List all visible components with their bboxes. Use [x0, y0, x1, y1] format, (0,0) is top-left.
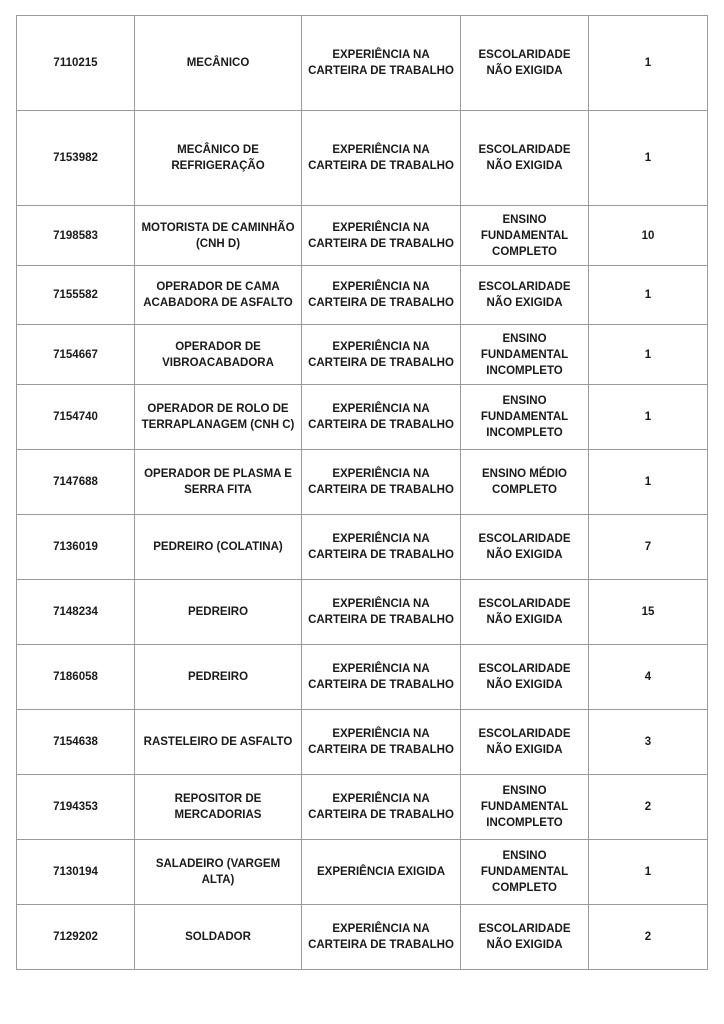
job-code-cell: 7136019: [17, 515, 135, 580]
education-requirement-cell: ESCOLARIDADE NÃO EXIGIDA: [461, 111, 589, 206]
experience-requirement-cell: EXPERIÊNCIA NA CARTEIRA DE TRABALHO: [302, 645, 461, 710]
job-code-cell: 7198583: [17, 206, 135, 266]
vacancy-count-cell: 1: [589, 111, 708, 206]
job-title-cell: MOTORISTA DE CAMINHÃO (CNH D): [135, 206, 302, 266]
job-title-cell: SALADEIRO (VARGEM ALTA): [135, 840, 302, 905]
vacancy-count-cell: 2: [589, 775, 708, 840]
experience-requirement-cell: EXPERIÊNCIA NA CARTEIRA DE TRABALHO: [302, 515, 461, 580]
experience-requirement-cell: EXPERIÊNCIA NA CARTEIRA DE TRABALHO: [302, 385, 461, 450]
job-title-cell: PEDREIRO (COLATINA): [135, 515, 302, 580]
job-code-cell: 7154638: [17, 710, 135, 775]
experience-requirement-cell: EXPERIÊNCIA EXIGIDA: [302, 840, 461, 905]
experience-requirement-cell: EXPERIÊNCIA NA CARTEIRA DE TRABALHO: [302, 111, 461, 206]
vacancy-count-cell: 1: [589, 266, 708, 325]
experience-requirement-cell: EXPERIÊNCIA NA CARTEIRA DE TRABALHO: [302, 580, 461, 645]
vacancy-count-cell: 1: [589, 16, 708, 111]
job-code-cell: 7130194: [17, 840, 135, 905]
table-row: [17, 16, 708, 111]
job-title-cell: REPOSITOR DE MERCADORIAS: [135, 775, 302, 840]
experience-requirement-cell: EXPERIÊNCIA NA CARTEIRA DE TRABALHO: [302, 905, 461, 970]
job-title-cell: OPERADOR DE VIBROACABADORA: [135, 325, 302, 385]
education-requirement-cell: ESCOLARIDADE NÃO EXIGIDA: [461, 266, 589, 325]
education-requirement-cell: ENSINO FUNDAMENTAL INCOMPLETO: [461, 775, 589, 840]
vacancy-count-cell: 15: [589, 580, 708, 645]
job-code-cell: 7147688: [17, 450, 135, 515]
table-row: [17, 450, 708, 515]
education-requirement-cell: ESCOLARIDADE NÃO EXIGIDA: [461, 515, 589, 580]
table-row: [17, 325, 708, 385]
job-code-cell: 7110215: [17, 16, 135, 111]
job-vacancies-table: [16, 15, 708, 970]
experience-requirement-cell: EXPERIÊNCIA NA CARTEIRA DE TRABALHO: [302, 775, 461, 840]
vacancy-count-cell: 3: [589, 710, 708, 775]
table-row: [17, 515, 708, 580]
table-row: [17, 645, 708, 710]
education-requirement-cell: ENSINO FUNDAMENTAL INCOMPLETO: [461, 325, 589, 385]
job-code-cell: 7155582: [17, 266, 135, 325]
vacancy-count-cell: 7: [589, 515, 708, 580]
experience-requirement-cell: EXPERIÊNCIA NA CARTEIRA DE TRABALHO: [302, 710, 461, 775]
education-requirement-cell: ENSINO FUNDAMENTAL COMPLETO: [461, 206, 589, 266]
table-row: [17, 580, 708, 645]
job-code-cell: 7194353: [17, 775, 135, 840]
education-requirement-cell: ENSINO FUNDAMENTAL INCOMPLETO: [461, 385, 589, 450]
job-code-cell: 7154667: [17, 325, 135, 385]
job-code-cell: 7129202: [17, 905, 135, 970]
table-row: [17, 905, 708, 970]
job-title-cell: SOLDADOR: [135, 905, 302, 970]
job-title-cell: OPERADOR DE PLASMA E SERRA FITA: [135, 450, 302, 515]
table-row: [17, 385, 708, 450]
vacancy-count-cell: 1: [589, 385, 708, 450]
education-requirement-cell: ESCOLARIDADE NÃO EXIGIDA: [461, 905, 589, 970]
job-title-cell: OPERADOR DE CAMA ACABADORA DE ASFALTO: [135, 266, 302, 325]
job-code-cell: 7153982: [17, 111, 135, 206]
vacancy-count-cell: 1: [589, 840, 708, 905]
job-vacancies-table-body: [17, 16, 708, 970]
job-code-cell: 7148234: [17, 580, 135, 645]
job-title-cell: PEDREIRO: [135, 580, 302, 645]
job-title-cell: PEDREIRO: [135, 645, 302, 710]
table-row: [17, 266, 708, 325]
job-code-cell: 7154740: [17, 385, 135, 450]
job-code-cell: 7186058: [17, 645, 135, 710]
job-title-cell: OPERADOR DE ROLO DE TERRAPLANAGEM (CNH C): [135, 385, 302, 450]
education-requirement-cell: ENSINO MÉDIO COMPLETO: [461, 450, 589, 515]
vacancy-count-cell: 1: [589, 325, 708, 385]
table-row: [17, 111, 708, 206]
education-requirement-cell: ESCOLARIDADE NÃO EXIGIDA: [461, 710, 589, 775]
table-row: [17, 775, 708, 840]
vacancy-count-cell: 4: [589, 645, 708, 710]
education-requirement-cell: ESCOLARIDADE NÃO EXIGIDA: [461, 580, 589, 645]
vacancy-count-cell: 10: [589, 206, 708, 266]
experience-requirement-cell: EXPERIÊNCIA NA CARTEIRA DE TRABALHO: [302, 450, 461, 515]
table-row: [17, 840, 708, 905]
job-title-cell: MECÂNICO DE REFRIGERAÇÃO: [135, 111, 302, 206]
education-requirement-cell: ENSINO FUNDAMENTAL COMPLETO: [461, 840, 589, 905]
job-title-cell: RASTELEIRO DE ASFALTO: [135, 710, 302, 775]
education-requirement-cell: ESCOLARIDADE NÃO EXIGIDA: [461, 645, 589, 710]
vacancy-count-cell: 1: [589, 450, 708, 515]
table-row: [17, 206, 708, 266]
table-row: [17, 710, 708, 775]
education-requirement-cell: ESCOLARIDADE NÃO EXIGIDA: [461, 16, 589, 111]
job-title-cell: MECÂNICO: [135, 16, 302, 111]
experience-requirement-cell: EXPERIÊNCIA NA CARTEIRA DE TRABALHO: [302, 16, 461, 111]
experience-requirement-cell: EXPERIÊNCIA NA CARTEIRA DE TRABALHO: [302, 206, 461, 266]
experience-requirement-cell: EXPERIÊNCIA NA CARTEIRA DE TRABALHO: [302, 325, 461, 385]
vacancy-count-cell: 2: [589, 905, 708, 970]
experience-requirement-cell: EXPERIÊNCIA NA CARTEIRA DE TRABALHO: [302, 266, 461, 325]
